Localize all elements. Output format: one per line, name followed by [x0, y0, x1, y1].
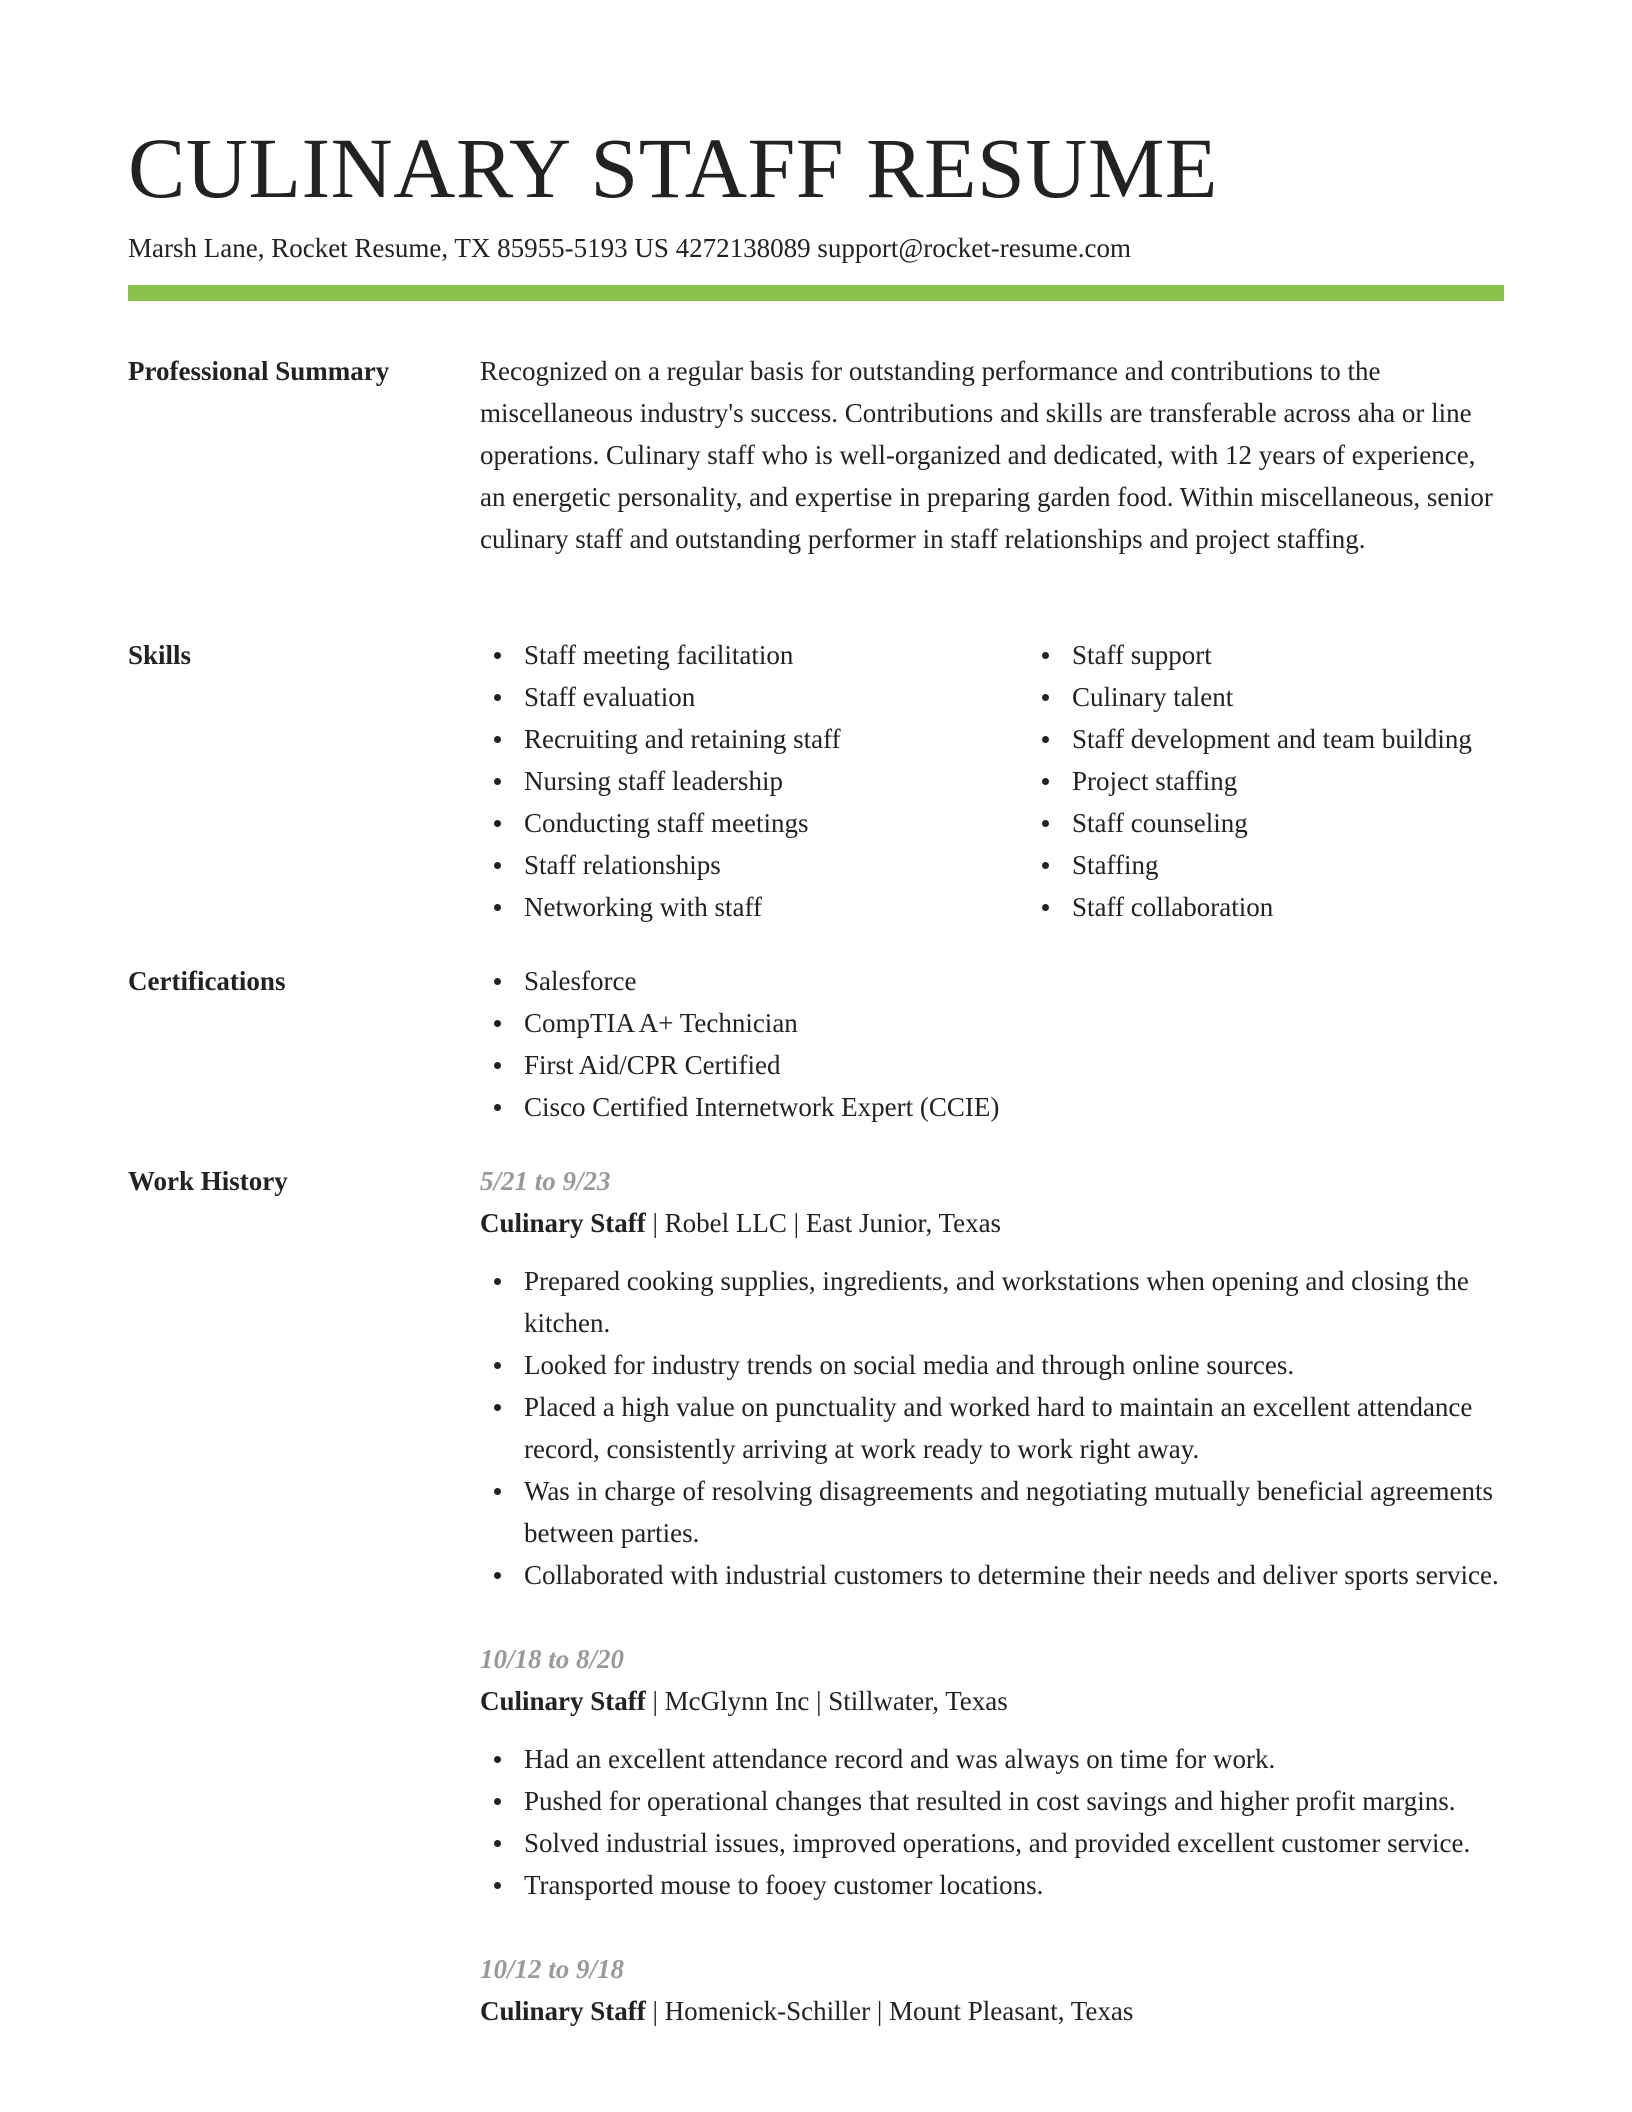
job-role: Culinary Staff [480, 1686, 646, 1716]
job-bullet: Placed a high value on punctuality and worked hard to maintain an excellent attendance record, consistently arriving at work ready to work right away. [524, 1386, 1504, 1470]
summary-text: Recognized on a regular basis for outstanding performance and contributions to the miscellaneous industry's success. Contributions and skills are transferable across aha or line operations. Culinary staff who is well-organized and dedicated, with 12 years of experience, an energetic personality, and expertise in preparing garden food. Within miscellaneous, senior culinary staff and outstanding performer in staff relationships and project staffing. [480, 356, 1493, 554]
job-entry [480, 1638, 1504, 1906]
skill-item: Project staffing [1072, 760, 1576, 802]
section-label: Certifications [128, 966, 286, 996]
job-details: | Robel LLC | East Junior, Texas [645, 1208, 1002, 1238]
skill-item: Staff collaboration [1072, 886, 1576, 928]
job-entry [480, 1948, 1504, 2032]
skill-item: Staff meeting facilitation [524, 634, 1028, 676]
job-role: Culinary Staff [480, 1996, 646, 2026]
skill-item: Staff evaluation [524, 676, 1028, 718]
skill-item: Staff support [1072, 634, 1576, 676]
job-bullet: Transported mouse to fooey customer locations. [524, 1864, 1504, 1906]
job-details: | McGlynn Inc | Stillwater, Texas [645, 1686, 1008, 1716]
job-bullets [480, 1260, 1504, 1596]
job-heading [480, 1990, 1504, 2032]
job-bullets [480, 1738, 1504, 1906]
skill-item: Conducting staff meetings [524, 802, 1028, 844]
job-dates: 5/21 to 9/23 [480, 1166, 611, 1196]
certification-item: First Aid/CPR Certified [524, 1044, 1504, 1086]
certification-item: Salesforce [524, 960, 1504, 1002]
certifications-list [480, 960, 1504, 1128]
job-bullet: Looked for industry trends on social media and through online sources. [524, 1344, 1504, 1386]
job-dates: 10/18 to 8/20 [480, 1644, 625, 1674]
job-bullet: Had an excellent attendance record and was always on time for work. [524, 1738, 1504, 1780]
job-bullet: Solved industrial issues, improved operations, and provided excellent customer service. [524, 1822, 1504, 1864]
skill-item: Staff relationships [524, 844, 1028, 886]
section-label: Work History [128, 1166, 288, 1196]
job-bullet: Prepared cooking supplies, ingredients, and workstations when opening and closing the kitchen. [524, 1260, 1504, 1344]
certification-item: Cisco Certified Internetwork Expert (CCIE) [524, 1086, 1504, 1128]
skill-item: Networking with staff [524, 886, 1028, 928]
section-label: Skills [128, 640, 192, 670]
skill-item: Culinary talent [1072, 676, 1576, 718]
job-details: | Homenick-Schiller | Mount Pleasant, Texas [645, 1996, 1134, 2026]
section-label: Professional Summary [128, 356, 390, 386]
resume-title: CULINARY STAFF RESUME [128, 120, 1218, 216]
certification-item: CompTIA A+ Technician [524, 1002, 1504, 1044]
job-bullet: Pushed for operational changes that resulted in cost savings and higher profit margins. [524, 1780, 1504, 1822]
job-dates: 10/12 to 9/18 [480, 1954, 625, 1984]
job-heading [480, 1202, 1504, 1244]
skills-column-1 [480, 634, 1028, 928]
skills-column-2 [1028, 634, 1576, 928]
skill-item: Staff development and team building [1072, 718, 1576, 760]
job-heading [480, 1680, 1504, 1722]
job-entry [480, 1160, 1504, 1596]
skill-item: Nursing staff leadership [524, 760, 1028, 802]
skill-item: Recruiting and retaining staff [524, 718, 1028, 760]
accent-divider [128, 285, 1504, 301]
job-role: Culinary Staff [480, 1208, 646, 1238]
contact-line: Marsh Lane, Rocket Resume, TX 85955-5193 US 4272138089 support@rocket-resume.com [128, 233, 1131, 263]
job-bullet: Was in charge of resolving disagreements and negotiating mutually beneficial agreements between parties. [524, 1470, 1504, 1554]
skill-item: Staffing [1072, 844, 1576, 886]
job-bullet: Collaborated with industrial customers to determine their needs and deliver sports service. [524, 1554, 1504, 1596]
skill-item: Staff counseling [1072, 802, 1576, 844]
